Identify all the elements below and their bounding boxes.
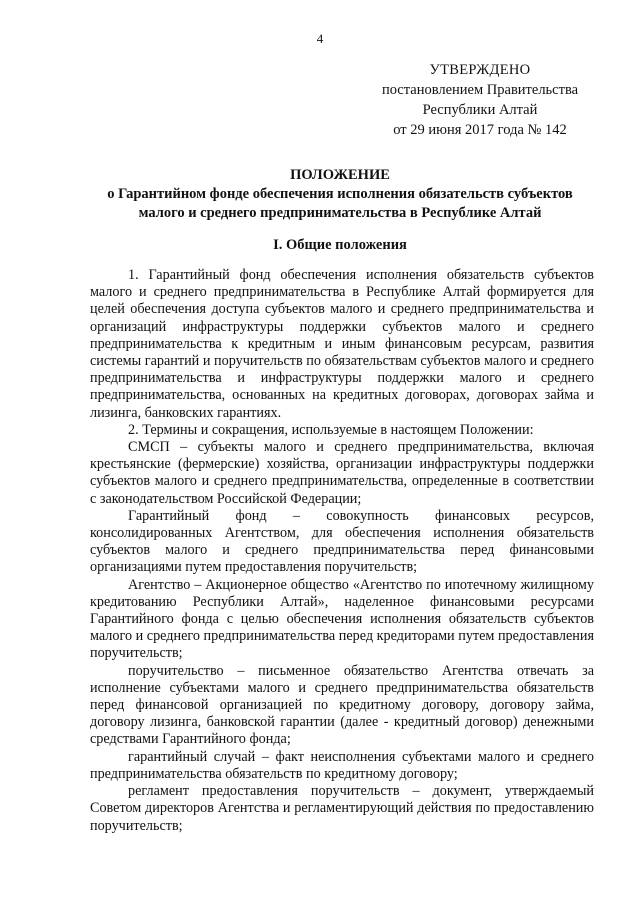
approval-date-line: от 29 июня 2017 года № 142 xyxy=(393,122,567,138)
approval-line: постановлением Правительства xyxy=(381,82,579,98)
paragraph: 2. Термины и сокращения, используемые в настоящем Положении: xyxy=(128,421,534,438)
body-text xyxy=(90,267,594,835)
paragraph: СМСП – субъекты малого и среднего предпринимательства, включая крестьянские (фермерские) хозяйства, организации инфраструктуры поддержки субъектов малого и среднего предпринимательства, определенные в соответствии с законодательством Российской Федерации; xyxy=(90,439,594,507)
document-subtitle-line: малого и среднего предпринимательства в Республике Алтай xyxy=(138,205,542,221)
page-number: 4 xyxy=(316,31,324,46)
paragraph: регламент предоставления поручительств – документ, утверждаемый Советом директоров Агентства и регламентирующий действия по предоставлению поручительств; xyxy=(90,783,594,834)
paragraph: гарантийный случай – факт неисполнения субъектами малого и среднего предпринимательства обязательств по кредитному договору; xyxy=(90,748,594,782)
section-heading: I. Общие положения xyxy=(273,237,407,253)
approval-heading: УТВЕРЖДЕНО xyxy=(429,62,531,78)
paragraph: поручительство – письменное обязательство Агентства отвечать за исполнение субъектами малого и среднего предпринимательства обязательств перед финансовой организацией по кредитному договору, договору займа, договору лизинга, банковской гарантии (далее - кредитный договор) денежными средствами Гарантийного фонда; xyxy=(90,662,594,748)
document-subtitle-line: о Гарантийном фонде обеспечения исполнения обязательств субъектов xyxy=(107,186,573,202)
paragraph: Агентство – Акционерное общество «Агентство по ипотечному жилищному кредитованию Республики Алтай», наделенное финансовыми ресурсами Гарантийного фонда с целью обеспечения исполнения обязательств субъектов малого и среднего предпринимательства перед кредиторами путем предоставления поручительств; xyxy=(90,576,594,662)
paragraph: Гарантийный фонд – совокупность финансовых ресурсов, консолидированных Агентством, для обеспечения исполнения обязательств субъектов малого и среднего предпринимательства перед финансовыми организациями путем предоставления поручительств; xyxy=(90,507,594,576)
paragraph: 1. Гарантийный фонд обеспечения исполнения обязательств субъектов малого и среднего предпринимательства в Республике Алтай формируется для целей обеспечения доступа субъектов малого и среднего предпринимательства и организаций инфраструктуры поддержки субъектов малого и среднего предпринимательства к кредитным и иным финансовым ресурсам, развития системы гарантий и поручительств по обязательствам субъектов малого и среднего предпринимательства и инфраструктуры поддержки малого и среднего предпринимательства, основанных на кредитных договорах, договорах займа и лизинга, банковских гарантиях. xyxy=(90,267,594,421)
document-title: ПОЛОЖЕНИЕ xyxy=(290,167,390,183)
approval-stamp-block xyxy=(360,60,600,140)
approval-line: Республики Алтай xyxy=(422,102,538,118)
document-title-block xyxy=(60,166,620,223)
